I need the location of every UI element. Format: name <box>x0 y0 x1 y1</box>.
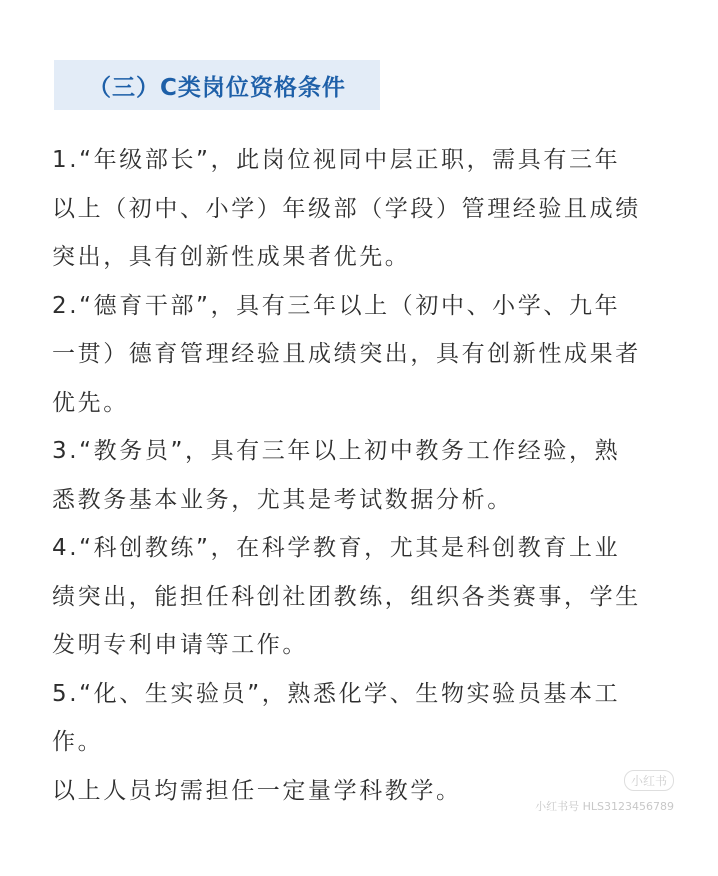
watermark-text: 小红书号 HLS3123456789 <box>535 800 674 813</box>
watermark-logo: 小红书 <box>624 770 674 791</box>
body-text <box>52 136 670 815</box>
section-heading <box>54 60 380 110</box>
text-line: 悉教务基本业务，尤其是考试数据分析。 <box>52 486 513 513</box>
text-line: 一贯）德育管理经验且成绩突出，具有创新性成果者 <box>52 341 641 367</box>
watermark <box>535 774 674 814</box>
text-line: 优先。 <box>52 389 129 416</box>
text-line: 作。 <box>52 729 104 755</box>
text-line: 4.“科创教练”，在科学教育，尤其是科创教育上业 <box>52 535 621 561</box>
text-line: 1.“年级部长”，此岗位视同中层正职，需具有三年 <box>52 147 621 173</box>
text-line: 以上人员均需担任一定量学科教学。 <box>52 777 462 804</box>
text-line: 突出，具有创新性成果者优先。 <box>52 244 411 270</box>
section-heading-text: （三）C类岗位资格条件 <box>88 74 346 101</box>
text-line: 绩突出，能担任科创社团教练，组织各类赛事，学生 <box>52 583 641 610</box>
text-line: 发明专利申请等工作。 <box>52 632 308 658</box>
text-line: 3.“教务员”，具有三年以上初中教务工作经验，熟 <box>52 438 621 464</box>
text-line: 5.“化、生实验员”，熟悉化学、生物实验员基本工 <box>52 680 621 707</box>
text-line: 2.“德育干部”，具有三年以上（初中、小学、九年 <box>52 292 621 319</box>
text-line: 以上（初中、小学）年级部（学段）管理经验且成绩 <box>52 195 641 222</box>
